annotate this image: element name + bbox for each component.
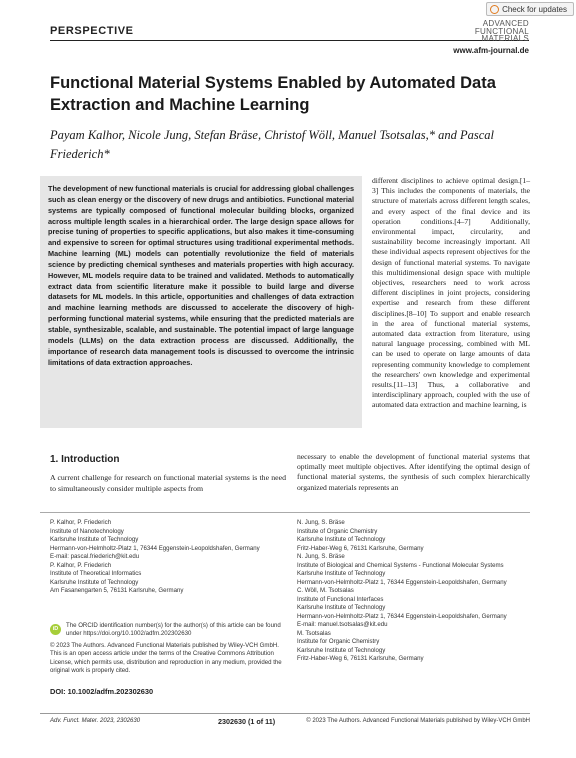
affiliations-left xyxy=(50,519,286,596)
affiliation-line: N. Jung, S. Bräse xyxy=(297,519,345,526)
affiliation-line: Fritz-Haber-Weg 6, 76131 Karlsruhe, Germany xyxy=(297,544,424,552)
affiliation-line: P. Kalhor, P. Friederich xyxy=(50,561,112,569)
affiliation-line: Institute of Biological and Chemical Systems - Functional Molecular Systems xyxy=(297,561,504,569)
affiliation-divider xyxy=(40,512,530,513)
journal-logo-line-2: FUNCTIONAL xyxy=(474,26,529,36)
affiliation-line: Fritz-Haber-Weg 6, 76131 Karlsruhe, Germany xyxy=(297,655,424,662)
check-for-updates-button[interactable] xyxy=(486,2,574,16)
doi-link[interactable]: DOI: 10.1002/adfm.202302630 xyxy=(50,687,154,696)
affiliation-line: P. Kalhor, P. Friederich xyxy=(50,519,112,526)
journal-url[interactable]: www.afm-journal.de xyxy=(453,46,529,55)
affiliation-line: Institute of Nanotechnology xyxy=(50,527,124,535)
introduction-text: A current challenge for research on functional material systems is the need to simultaneously consider multiple aspects from xyxy=(50,473,286,493)
affiliation-email[interactable]: E-mail: pascal.friederich@kit.edu xyxy=(50,553,140,560)
affiliation-line: Am Fasanengarten 5, 76131 Karlsruhe, Germany xyxy=(50,587,184,594)
article-title: Functional Material Systems Enabled by Automated Data Extraction and Machine Learning xyxy=(50,74,496,114)
copyright-notice: © 2023 The Authors. Advanced Functional Materials published by Wiley-VCH GmbH. This is an open access article under the terms of the Creative Commons Attribution License, which permits use, distribution and reproduction in any medium, provided the original work is properly cited. xyxy=(50,642,282,674)
affiliation-line: Hermann-von-Helmholtz-Platz 1, 76344 Eggenstein-Leopoldshafen, Germany xyxy=(297,612,507,620)
author-list: Payam Kalhor, Nicole Jung, Stefan Bräse, Christof Wöll, Manuel Tsotsalas,* and Pascal Friederich* xyxy=(50,128,494,161)
affiliations-right xyxy=(297,519,530,664)
affiliation-line: Institute of Functional Interfaces xyxy=(297,595,384,603)
orcid-text[interactable]: The ORCID identification number(s) for the author(s) of this article can be found under https://doi.org/10.1002/adfm.202302630 xyxy=(66,622,281,638)
affiliation-line: Karlsruhe Institute of Technology xyxy=(297,570,386,577)
affiliation-line: M. Tsotsalas xyxy=(297,629,331,637)
section-label: PERSPECTIVE xyxy=(50,25,134,37)
journal-logo-line-1: ADVANCED xyxy=(482,19,529,28)
journal-logo xyxy=(475,20,529,43)
check-updates-label: Check for updates xyxy=(502,4,567,14)
affiliation-line: C. Wöll, M. Tsotsalas xyxy=(297,587,354,594)
affiliation-line: Karlsruhe Institute of Technology xyxy=(50,578,139,586)
affiliation-email[interactable]: E-mail: manuel.tsotsalas@kit.edu xyxy=(297,621,388,628)
continued-paragraph: necessary to enable the development of functional material systems that optimally meet multiple objectives. After identifying the optimal design of functional material systems, the synthesis of such complex hierarchically organized materials represents an xyxy=(297,452,530,492)
update-check-icon xyxy=(490,5,499,14)
introduction-heading: 1. Introduction xyxy=(50,454,120,465)
journal-logo-line-3: MATERIALS xyxy=(481,34,529,43)
footer-copyright: © 2023 The Authors. Advanced Functional Materials published by Wiley-VCH GmbH xyxy=(306,718,530,724)
affiliation-line: Hermann-von-Helmholtz-Platz 1, 76344 Eggenstein-Leopoldshafen, Germany xyxy=(50,544,260,552)
footer-rule xyxy=(40,713,530,714)
affiliation-line: Karlsruhe Institute of Technology xyxy=(297,536,386,543)
footer-citation: Adv. Funct. Mater. 2023, 2302630 xyxy=(50,718,141,724)
affiliation-line: Institute of Organic Chemistry xyxy=(297,527,378,535)
header-rule xyxy=(50,40,529,41)
right-column-text: different disciplines to achieve optimal design.[1–3] This includes the components of materials, the structure of materials across different length scales, and every aspect of the final device and its operation conditions.[4–7] Additionally, environmental impact, circularity, and sustainability become increasingly important. All these individual aspects represent objectives for the design of functional material systems. To navigate this multidimensional design space with multiple objectives, researchers need to work across different disciplines in joint projects, considering expertise and research from these different disciplines.[8–10] To support and enable research in the area of functional material systems, automated data extraction from literature, using natural language processing, combined with ML can be used to operate on large amounts of data representing community knowledge to complement the researchers' own knowledge and experimental results.[11–13] Thus, a collaborative and interdisciplinary approach, coupled with the use of automated data extraction and machine learning, is xyxy=(372,176,530,410)
affiliation-line: Institute of Theoretical Informatics xyxy=(50,570,142,577)
footer-page-number: 2302630 (1 of 11) xyxy=(218,717,276,726)
affiliation-line: Karlsruhe Institute of Technology xyxy=(50,536,139,543)
affiliation-line: Karlsruhe Institute of Technology xyxy=(297,646,386,654)
affiliation-line: Karlsruhe Institute of Technology xyxy=(297,604,386,611)
affiliation-line: Institute for Organic Chemistry xyxy=(297,638,380,645)
abstract-text: The development of new functional materials is crucial for addressing global challenges such as clean energy or the discovery of new drugs and antibiotics. Functional material systems are typically composed of functional molecular building blocks, organized across multiple length scales in a hierarchical order. The large design space allows for precise tuning of properties to specific applications, but also makes it time-consuming and expensive to screen for optimal structures using traditional experimental methods. Machine learning (ML) models can potentially revolutionize the field of materials science by predicting chemical syntheses and materials properties with high accuracy. However, ML models require data to be trained and validated. Methods to automatically extract data from scientific literature make it possible to build large and diverse datasets for ML models. In this article, opportunities and challenges of data extraction and machine learning methods are discussed to accelerate the discovery of high-performing functional material systems, while ensuring that the predicted materials are stable, synthesizable, scalable, and sustainable. The potential impact of large language models (LLMs) on the data extraction process are discussed. Additionally, the importance of research data management tools is discussed to overcome the intrinsic limitations of data extraction approaches. xyxy=(48,184,354,367)
affiliation-line: N. Jung, S. Bräse xyxy=(297,553,345,560)
orcid-icon: iD xyxy=(50,624,61,635)
affiliation-line: Hermann-von-Helmholtz-Platz 1, 76344 Eggenstein-Leopoldshafen, Germany xyxy=(297,578,507,586)
